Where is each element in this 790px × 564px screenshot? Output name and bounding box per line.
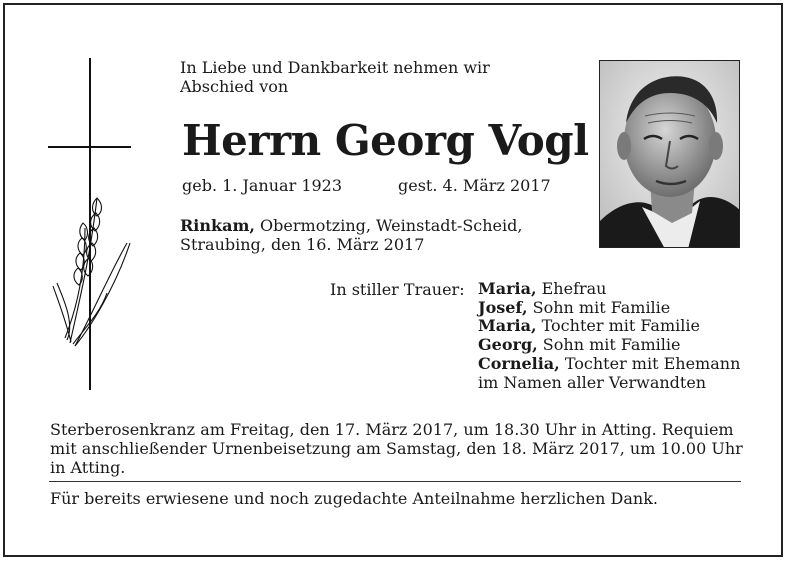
thanks-text: Für bereits erwiesene und noch zugedachte Anteilnahme herzlichen Dank. — [50, 489, 658, 508]
mourner-name: Maria, — [478, 279, 537, 298]
mourner-name: Josef, — [478, 297, 528, 317]
place-line-1-rest: Obermotzing, Weinstadt-Scheid, — [254, 216, 523, 235]
mourner-relation: Tochter mit Ehemann — [559, 353, 741, 373]
mourners-list — [478, 280, 740, 392]
deceased-name: Herrn Georg Vogl — [182, 116, 589, 165]
intro-text: In Liebe und Dankbarkeit nehmen wir Abschied von — [180, 58, 490, 96]
death-date: gest. 4. März 2017 — [398, 176, 551, 195]
place-town: Rinkam, — [180, 216, 255, 235]
mourner-relation: Sohn mit Familie — [537, 335, 681, 355]
mourner-item — [478, 280, 740, 299]
divider — [49, 481, 741, 482]
mourner-relation: Sohn mit Familie — [527, 297, 671, 317]
funeral-notice: Sterberosenkranz am Freitag, den 17. März 2017, um 18.30 Uhr in Atting. Requiem mit anschließender Urnenbeisetzung am Samstag, den 18. März 2017, um 10.00 Uhr in Atting. — [50, 420, 743, 477]
cross-with-wheat-icon — [45, 58, 140, 393]
mourner-relation: Tochter mit Familie — [536, 316, 700, 336]
mourner-relation: im Namen aller Verwandten — [478, 372, 707, 392]
mourner-item — [478, 336, 740, 355]
portrait-image — [600, 61, 740, 248]
place-line-1 — [180, 216, 522, 235]
mourner-item — [478, 299, 740, 318]
place-line-2: Straubing, den 16. März 2017 — [180, 235, 425, 254]
mourner-item — [478, 374, 740, 393]
mourner-item — [478, 317, 740, 336]
mourner-item — [478, 355, 740, 374]
mourner-relation: Ehefrau — [536, 279, 607, 298]
mourning-label: In stiller Trauer: — [330, 280, 465, 299]
mourner-name: Maria, — [478, 316, 537, 336]
mourner-name: Georg, — [478, 335, 538, 355]
portrait-photo — [599, 60, 740, 248]
mourner-name: Cornelia, — [478, 353, 560, 373]
birth-date: geb. 1. Januar 1923 — [182, 176, 343, 195]
